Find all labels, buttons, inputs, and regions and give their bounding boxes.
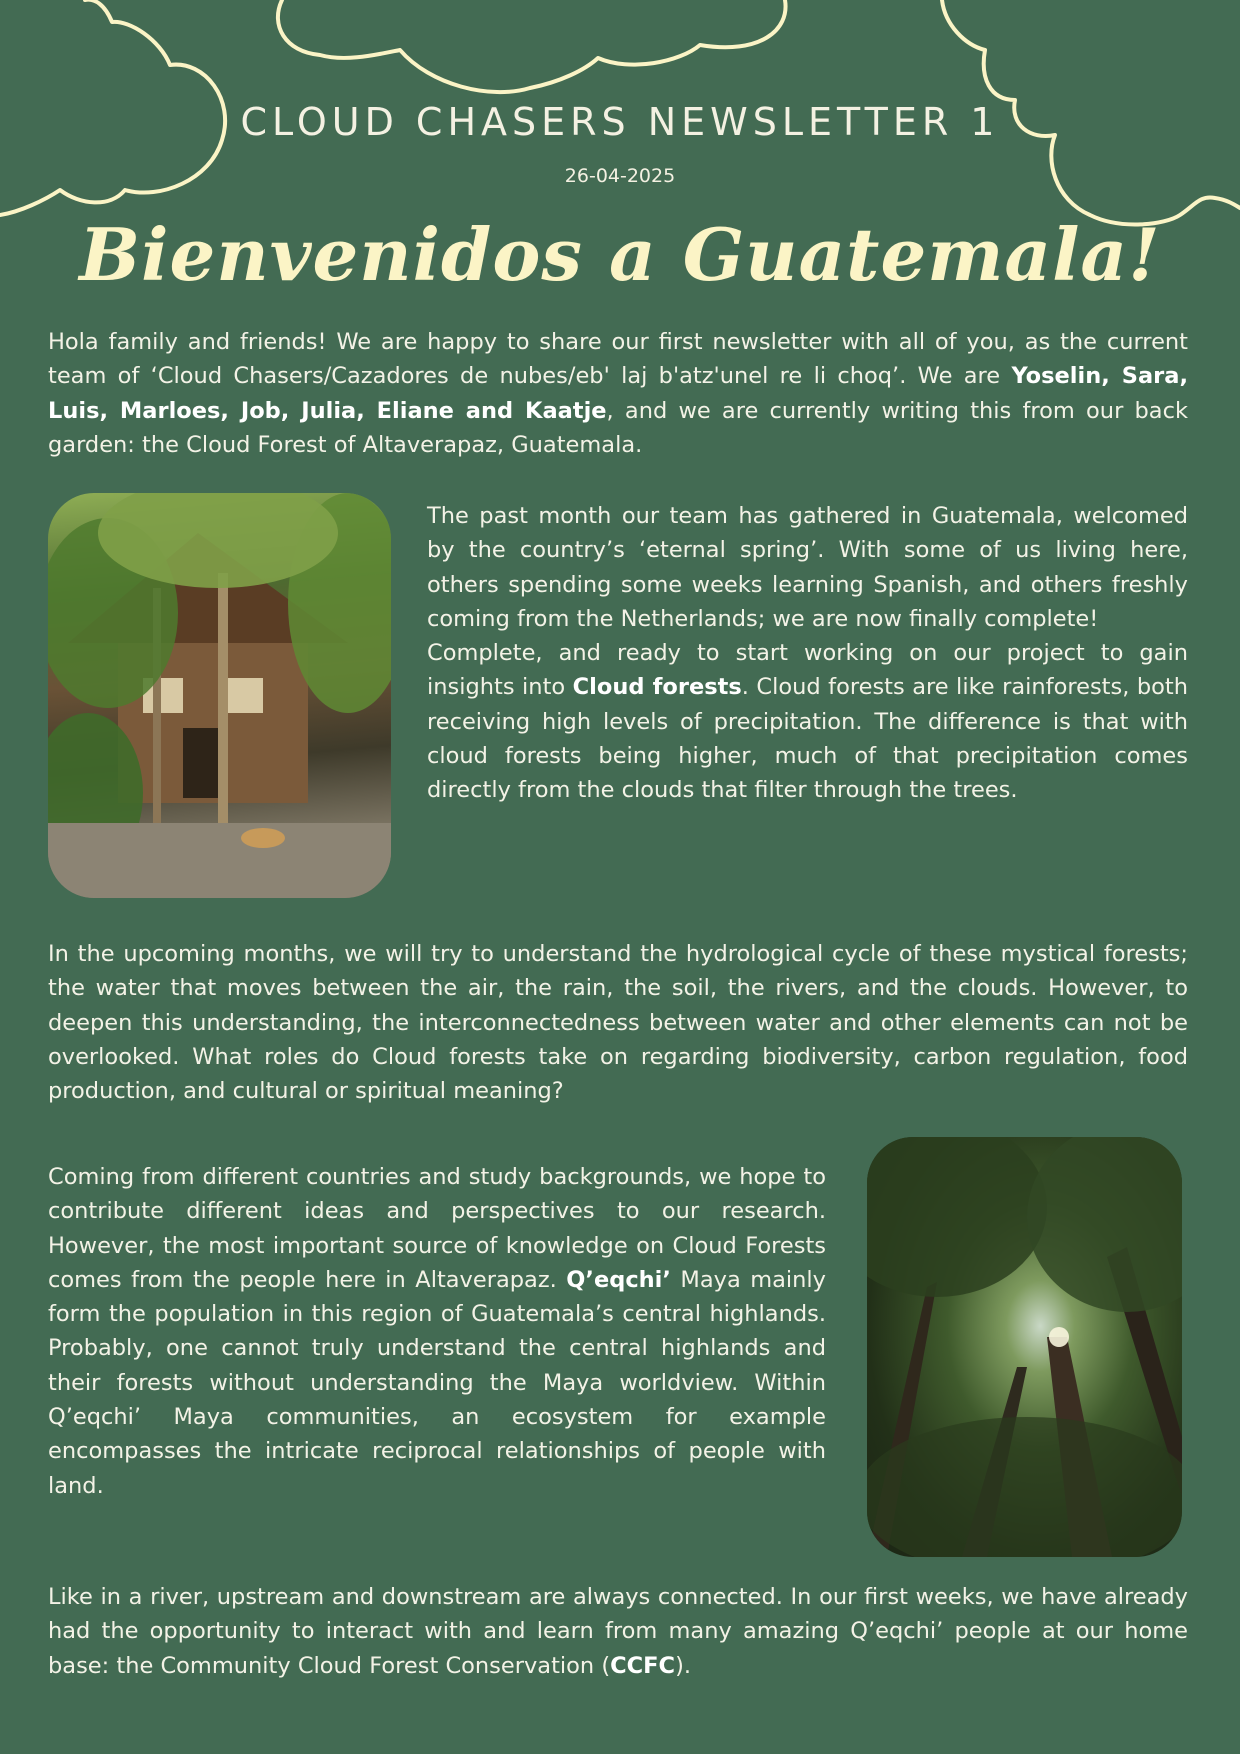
intro-text-2: , and we are currently writing this from our back garden: the Cloud Forest of Altaverapaz, Guatemala. <box>48 397 1188 458</box>
intro-paragraph <box>48 325 1188 462</box>
river-text-2: ). <box>675 1652 691 1679</box>
welcome-heading: Bienvenidos a Guatemala! <box>79 212 1161 297</box>
backgrounds-text-1: Coming from different countries and study backgrounds, we hope to contribute different ideas and perspectives to our research. However, the most important source of knowledge on Cloud Forests comes from the people here in Altaverapaz. <box>48 1164 826 1293</box>
river-paragraph <box>48 1580 1188 1683</box>
cloud-forests-bold: Cloud forests <box>572 674 742 701</box>
newsletter-title: CLOUD CHASERS NEWSLETTER 1 <box>240 100 1000 144</box>
forest-canopy-photo <box>867 1137 1182 1557</box>
gathered-paragraph <box>427 499 1188 808</box>
newsletter-date: 26-04-2025 <box>564 165 676 187</box>
river-text-1: Like in a river, upstream and downstream are always connected. In our first weeks, we have already had the opportunity to interact with and learn from many amazing Q’eqchi’ people at our home base: the Community Cloud Forest Conservation ( <box>48 1584 1188 1679</box>
gathered-text-2: Complete, and ready to start working on our project to gain insights into <box>427 640 1188 701</box>
forest-canopy-illustration <box>867 1137 1182 1557</box>
qeqchi-bold: Q’eqchi’ <box>566 1266 671 1293</box>
team-names: Yoselin, Sara, Luis, Marloes, Job, Julia, Eliane and Kaatje <box>48 363 1188 424</box>
forest-house-illustration <box>48 493 391 898</box>
ccfc-bold: CCFC <box>610 1652 676 1679</box>
gathered-text-1: The past month our team has gathered in Guatemala, welcomed by the country’s ‘eternal spring’. With some of us living here, others spending some weeks learning Spanish, and others freshly coming from the Netherlands; we are now finally complete! <box>427 503 1188 632</box>
backgrounds-paragraph <box>48 1160 826 1503</box>
gathered-text-3: . Cloud forests are like rainforests, both receiving high levels of precipitation. The difference is that with cloud forests being higher, much of that precipitation comes directly from the clouds that filter through the trees. <box>427 674 1188 804</box>
intro-text-1: Hola family and friends! We are happy to share our first newsletter with all of you, as the current team of ‘Cloud Chasers/Cazadores de nubes/eb' laj b'atz'unel re li choq’. We are <box>48 329 1188 390</box>
upcoming-paragraph: In the upcoming months, we will try to understand the hydrological cycle of these mystical forests; the water that moves between the air, the rain, the soil, the rivers, and the clouds. However, to deepen this understanding, the interconnectedness between water and other elements can not be overlooked. What roles do Cloud forests take on regarding biodiversity, carbon regulation, food production, and cultural or spiritual meaning? <box>48 941 1188 1105</box>
backgrounds-text-2: Maya mainly form the population in this region of Guatemala’s central highlands. Probably, one cannot truly understand the central highlands and their forests without understanding the Maya worldview. Within Q’eqchi’ Maya communities, an ecosystem for example encompasses the intricate reciprocal relationships of people with land. <box>48 1266 826 1499</box>
forest-house-photo <box>48 493 391 898</box>
